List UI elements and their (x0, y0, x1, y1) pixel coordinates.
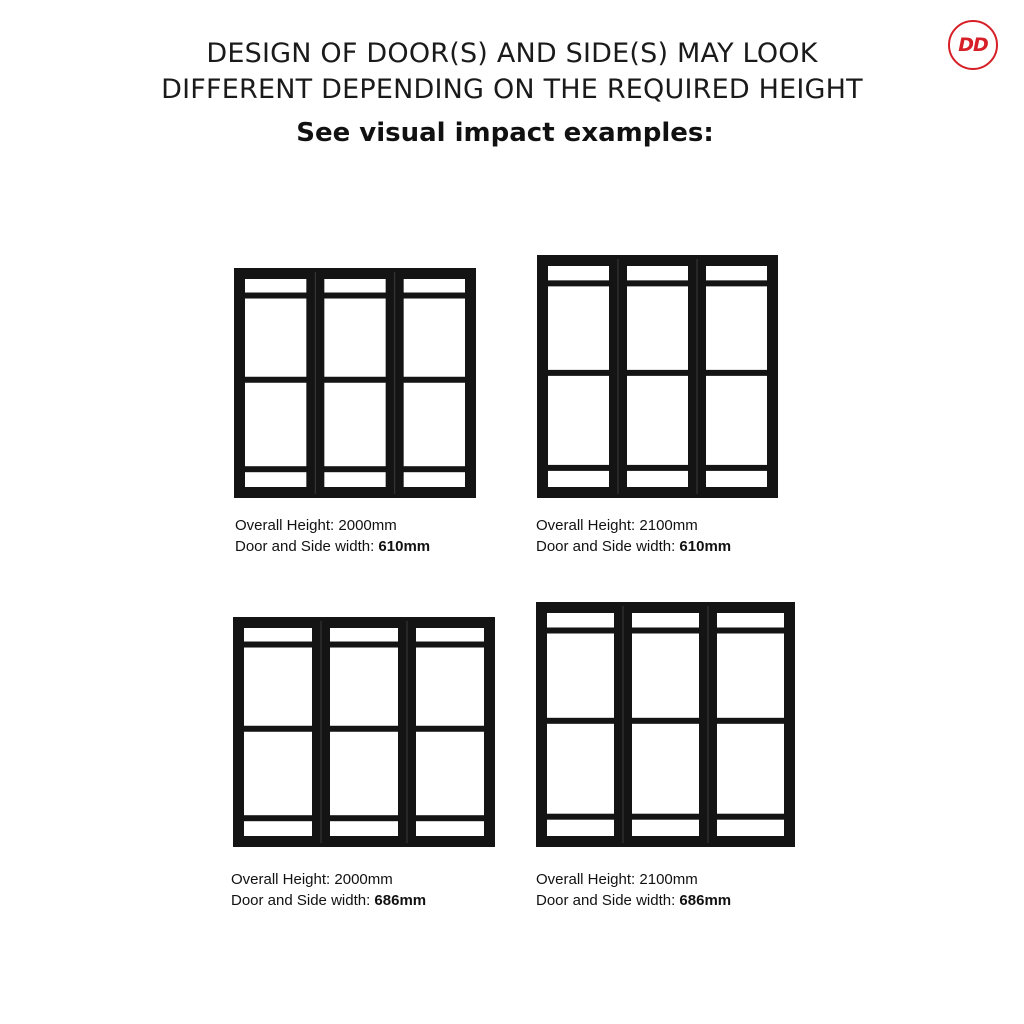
height-value: 2100mm (639, 517, 698, 534)
side-panel-right-glass-pane (717, 820, 784, 836)
height-label: Overall Height: (231, 871, 331, 888)
side-panel-right-glass-pane (416, 628, 484, 642)
panel-divider (321, 621, 322, 843)
width-value: 686mm (679, 892, 732, 909)
height-label: Overall Height: (536, 517, 636, 534)
caption-2000mm-610mm (235, 515, 430, 557)
side-panel-right-glass-pane (706, 471, 767, 487)
height-label: Overall Height: (235, 517, 335, 534)
side-panel-right-glass-pane (706, 376, 767, 465)
door-panel-glass-pane (632, 724, 699, 814)
width-label: Door and Side width: (536, 892, 676, 909)
panel-divider (315, 272, 316, 494)
door-set-illustration (233, 617, 495, 847)
height-value: 2100mm (639, 871, 698, 888)
side-panel-left-glass-pane (548, 266, 609, 280)
side-panel-left-glass-pane (547, 724, 614, 814)
door-panel-glass-pane (324, 472, 385, 487)
width-label: Door and Side width: (536, 538, 676, 555)
panel-divider (708, 606, 709, 843)
door-panel-glass-pane (330, 628, 398, 642)
width-label: Door and Side width: (231, 892, 371, 909)
caption-2000mm-686mm (231, 869, 426, 911)
side-panel-right-glass-pane (706, 286, 767, 370)
side-panel-left-glass-pane (245, 299, 306, 377)
overall-height-line (536, 515, 731, 536)
side-panel-left-glass-pane (547, 820, 614, 836)
side-panel-left-glass-pane (548, 376, 609, 465)
width-value: 610mm (679, 538, 732, 555)
side-panel-right-glass-pane (706, 266, 767, 280)
door-panel-glass-pane (627, 376, 688, 465)
width-line (536, 536, 731, 557)
side-panel-left-glass-pane (245, 279, 306, 293)
door-set-illustration (536, 602, 795, 847)
headline-line-2: DIFFERENT DEPENDING ON THE REQUIRED HEIGHT (161, 74, 863, 105)
side-panel-left-glass-pane (547, 633, 614, 717)
door-panel-glass-pane (632, 633, 699, 717)
logo-text: DD (958, 34, 988, 56)
door-panel-glass-pane (632, 613, 699, 627)
door-panel-glass-pane (324, 279, 385, 293)
door-panel-glass-pane (632, 820, 699, 836)
side-panel-left-glass-pane (244, 628, 312, 642)
side-panel-right-glass-pane (416, 821, 484, 836)
side-panel-left-glass-pane (244, 732, 312, 815)
door-panel-glass-pane (627, 286, 688, 370)
headline-line-1: DESIGN OF DOOR(S) AND SIDE(S) MAY LOOK (206, 38, 818, 69)
caption-2100mm-686mm (536, 869, 731, 911)
panel-divider (618, 259, 619, 494)
side-panel-right-glass-pane (717, 613, 784, 627)
width-line (235, 536, 430, 557)
height-value: 2000mm (334, 871, 393, 888)
caption-2100mm-610mm (536, 515, 731, 557)
panel-divider (407, 621, 408, 843)
subheading: See visual impact examples: (296, 118, 714, 148)
side-panel-right-glass-pane (404, 279, 465, 293)
width-line (536, 890, 731, 911)
door-panel-glass-pane (627, 266, 688, 280)
dd-logo-icon (948, 20, 998, 70)
panel-divider (697, 259, 698, 494)
door-panel-glass-pane (330, 648, 398, 726)
side-panel-right-glass-pane (404, 299, 465, 377)
side-panel-left-glass-pane (244, 821, 312, 836)
width-value: 610mm (378, 538, 431, 555)
width-line (231, 890, 426, 911)
side-panel-left-glass-pane (548, 286, 609, 370)
height-label: Overall Height: (536, 871, 636, 888)
overall-height-line (231, 869, 426, 890)
side-panel-left-glass-pane (245, 383, 306, 466)
door-set-illustration (537, 255, 778, 498)
side-panel-left-glass-pane (245, 472, 306, 487)
side-panel-right-glass-pane (717, 724, 784, 814)
side-panel-left-glass-pane (547, 613, 614, 627)
door-panel-glass-pane (330, 732, 398, 815)
door-panel-glass-pane (627, 471, 688, 487)
width-value: 686mm (374, 892, 427, 909)
overall-height-line (536, 869, 731, 890)
panel-divider (394, 272, 395, 494)
side-panel-right-glass-pane (416, 648, 484, 726)
side-panel-left-glass-pane (548, 471, 609, 487)
side-panel-right-glass-pane (404, 472, 465, 487)
width-label: Door and Side width: (235, 538, 375, 555)
side-panel-left-glass-pane (244, 648, 312, 726)
height-value: 2000mm (338, 517, 397, 534)
overall-height-line (235, 515, 430, 536)
side-panel-right-glass-pane (404, 383, 465, 466)
door-panel-glass-pane (330, 821, 398, 836)
door-panel-glass-pane (324, 383, 385, 466)
panel-divider (623, 606, 624, 843)
door-panel-glass-pane (324, 299, 385, 377)
door-set-illustration (234, 268, 476, 498)
side-panel-right-glass-pane (717, 633, 784, 717)
side-panel-right-glass-pane (416, 732, 484, 815)
